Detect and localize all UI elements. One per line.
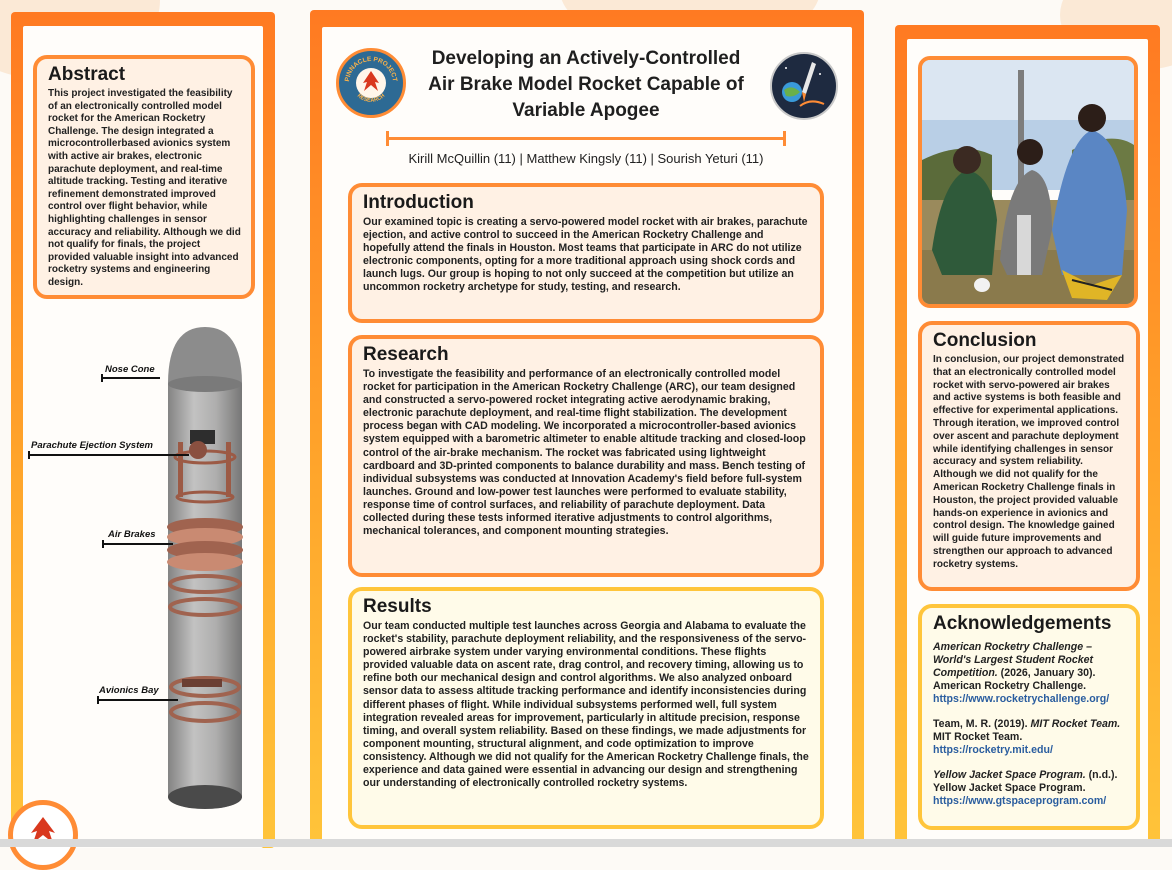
results-body: Our team conducted multiple test launches across Georgia and Alabama to evaluate the rocket's stability, parachute deployment reliability, and the responsiveness of the servo-powered airbrake system under varying environmental conditions. These flights provided valuable data on ascent rate, drag control, and recovery timing, allowing us to refine both our mechanical design and control algorithms. We also analyzed onboard sensor data to assess altitude tracking performance and identify inconsistencies during different phases of flight. While individual subsystems performed well, full system integration revealed areas for improvement, particularly in altitude precision, response timing, and overall system reliability. Based on these findings, we made adjustments for component mounting, structural alignment, and code optimization to improve consistency. Although we did not qualify for the American Rocketry Challenge finals, the experience and data gained were essential in advancing our design and strengthening our understanding of electronically controlled rocketry systems. — [363, 620, 809, 790]
conclusion-card — [918, 321, 1140, 591]
results-card — [348, 587, 824, 829]
leader-tick — [101, 374, 103, 382]
ack-link[interactable]: https://rocketry.mit.edu/ — [933, 744, 1053, 756]
label-parachute-ejection: Parachute Ejection System — [31, 440, 153, 451]
conclusion-body: In conclusion, our project demonstrated that an electronically controlled model rocket with servo-powered air brakes and active systems is both feasible and effective for experimental applications. Through iteration, we improved control over ascent and parachute deployment while identifying challenges in sensor accuracy and system reliability. Although we did not qualify for the American Rocketry Challenge finals in Houston, the project provided valuable hands-on experience in avionics and control design. The knowledge gained will guide future improvements and strengthen our approach to advanced rocketry systems. — [933, 354, 1125, 570]
ack-details: MIT Rocket Team. — [933, 731, 1023, 743]
pinnacle-project-logo — [336, 48, 406, 118]
ack-lead: Team, M. R. (2019). — [933, 718, 1031, 730]
label-nose-cone: Nose Cone — [105, 364, 155, 375]
ack-title: Yellow Jacket Space Program. — [933, 769, 1086, 781]
research-card — [348, 335, 824, 577]
research-heading: Research — [363, 344, 449, 365]
ack-link[interactable]: https://www.rocketrychallenge.org/ — [933, 693, 1110, 705]
bottom-edge-strip — [0, 839, 1172, 847]
pinnacle-logo-small — [8, 800, 78, 870]
leader-line — [102, 377, 160, 379]
acknowledgement-entry — [933, 718, 1127, 757]
svg-text:RESEARCH: RESEARCH — [355, 92, 387, 105]
acknowledgement-entry — [933, 769, 1127, 808]
poster-title — [408, 46, 764, 124]
leader-tick — [28, 451, 30, 459]
research-body: To investigate the feasibility and performance of an electronically controlled model rocket for participation in the American Rocketry Challenge (ARC), our team designed and constructed a servo-powered rocket integrating active aerodynamic braking, electronic parachute deployment, and real-time flight stabilization. The development process began with CAD modeling. We incorporated a microcontroller-based avionics system equipped with a barometric altimeter to enable altitude tracking and closed-loop control of the air-brake mechanism. The rocket was fabricated using lightweight cardboard and 3D-printed components to balance durability and mass. Bench testing of individual subsystems was conducted at Innovation Academy's field before full-system launches. Ground and low-power test launches were performed to evaluate stability, response time of control surfaces, and reliability of parachute deployment. Data collected during these tests informed iterative adjustments to control algorithms, mechanical tolerances, and component mounting strategies. — [363, 368, 806, 538]
label-air-brakes: Air Brakes — [108, 529, 156, 540]
leader-line — [103, 543, 173, 545]
abstract-heading: Abstract — [48, 64, 126, 85]
conclusion-heading: Conclusion — [933, 330, 1037, 351]
nose-cone-shape — [168, 327, 242, 384]
ack-link[interactable]: https://www.gtspaceprogram.com/ — [933, 795, 1107, 807]
title-line-3: Variable Apogee — [512, 100, 660, 121]
label-avionics-bay: Avionics Bay — [99, 685, 159, 696]
ack-title: MIT Rocket Team. — [1030, 718, 1121, 730]
leader-line — [98, 699, 178, 701]
acknowledgements-card — [918, 604, 1140, 830]
ack-details: (n.d.). Yellow Jacket Space Program. — [933, 769, 1118, 794]
results-heading: Results — [363, 596, 432, 617]
rocket-mission-logo — [770, 52, 838, 120]
leader-line — [29, 454, 189, 456]
leader-tick — [102, 540, 104, 548]
svg-text:PINNACLE PROJECT: PINNACLE PROJECT — [343, 55, 398, 83]
abstract-body: This project investigated the feasibility of an electronically controlled model rocket for the American Rocketry Challenge. The design integrated a microcontrollerbased avionics system with active air brakes, electronic parachute deployment, and real-time altitude tracking. Testing and iterative refinement demonstrated improved control over flight behavior, while highlighting challenges in sensor accuracy and reliability. Although we did not qualify for finals, the project provided valuable insight into advanced rocketry systems and engineering design. — [48, 88, 241, 288]
title-line-1: Developing an Actively-Controlled — [431, 48, 741, 69]
rocket-diagram — [160, 322, 250, 822]
title-divider-cap-right — [783, 131, 786, 146]
ack-details: (2026, January 30). American Rocketry Challenge. — [933, 667, 1096, 692]
rocket-tube-bottom — [168, 785, 242, 809]
air-brakes-shape — [167, 518, 243, 615]
acknowledgements-heading: Acknowledgements — [933, 613, 1112, 634]
introduction-card — [348, 183, 824, 323]
abstract-card — [33, 55, 255, 299]
author-list: Kirill McQuillin (11) | Matthew Kingsly (11) | Sourish Yeturi (11) — [408, 151, 764, 166]
team-photo — [918, 56, 1138, 308]
leader-tick — [97, 696, 99, 704]
introduction-body: Our examined topic is creating a servo-powered model rocket with air brakes, parachute ejection, and active control to succeed in the American Rocketry Challenge and hopefully attend the finals in Houston. Most teams that participate in ARC do not utilize electronic components, opting for a more traditional approach using shock cords and launch lugs. Our group is hoping to not only succeed at the competition but utilize an uncommon rocketry archetype for study, testing, and research. — [363, 216, 808, 294]
title-divider — [388, 137, 784, 140]
title-line-2: Air Brake Model Rocket Capable of — [428, 74, 744, 95]
acknowledgement-entry — [933, 641, 1127, 706]
ack-title: American Rocketry Challenge – World's Largest Student Rocket Competition. — [933, 641, 1094, 679]
introduction-heading: Introduction — [363, 192, 474, 213]
title-divider-cap-left — [386, 131, 389, 146]
